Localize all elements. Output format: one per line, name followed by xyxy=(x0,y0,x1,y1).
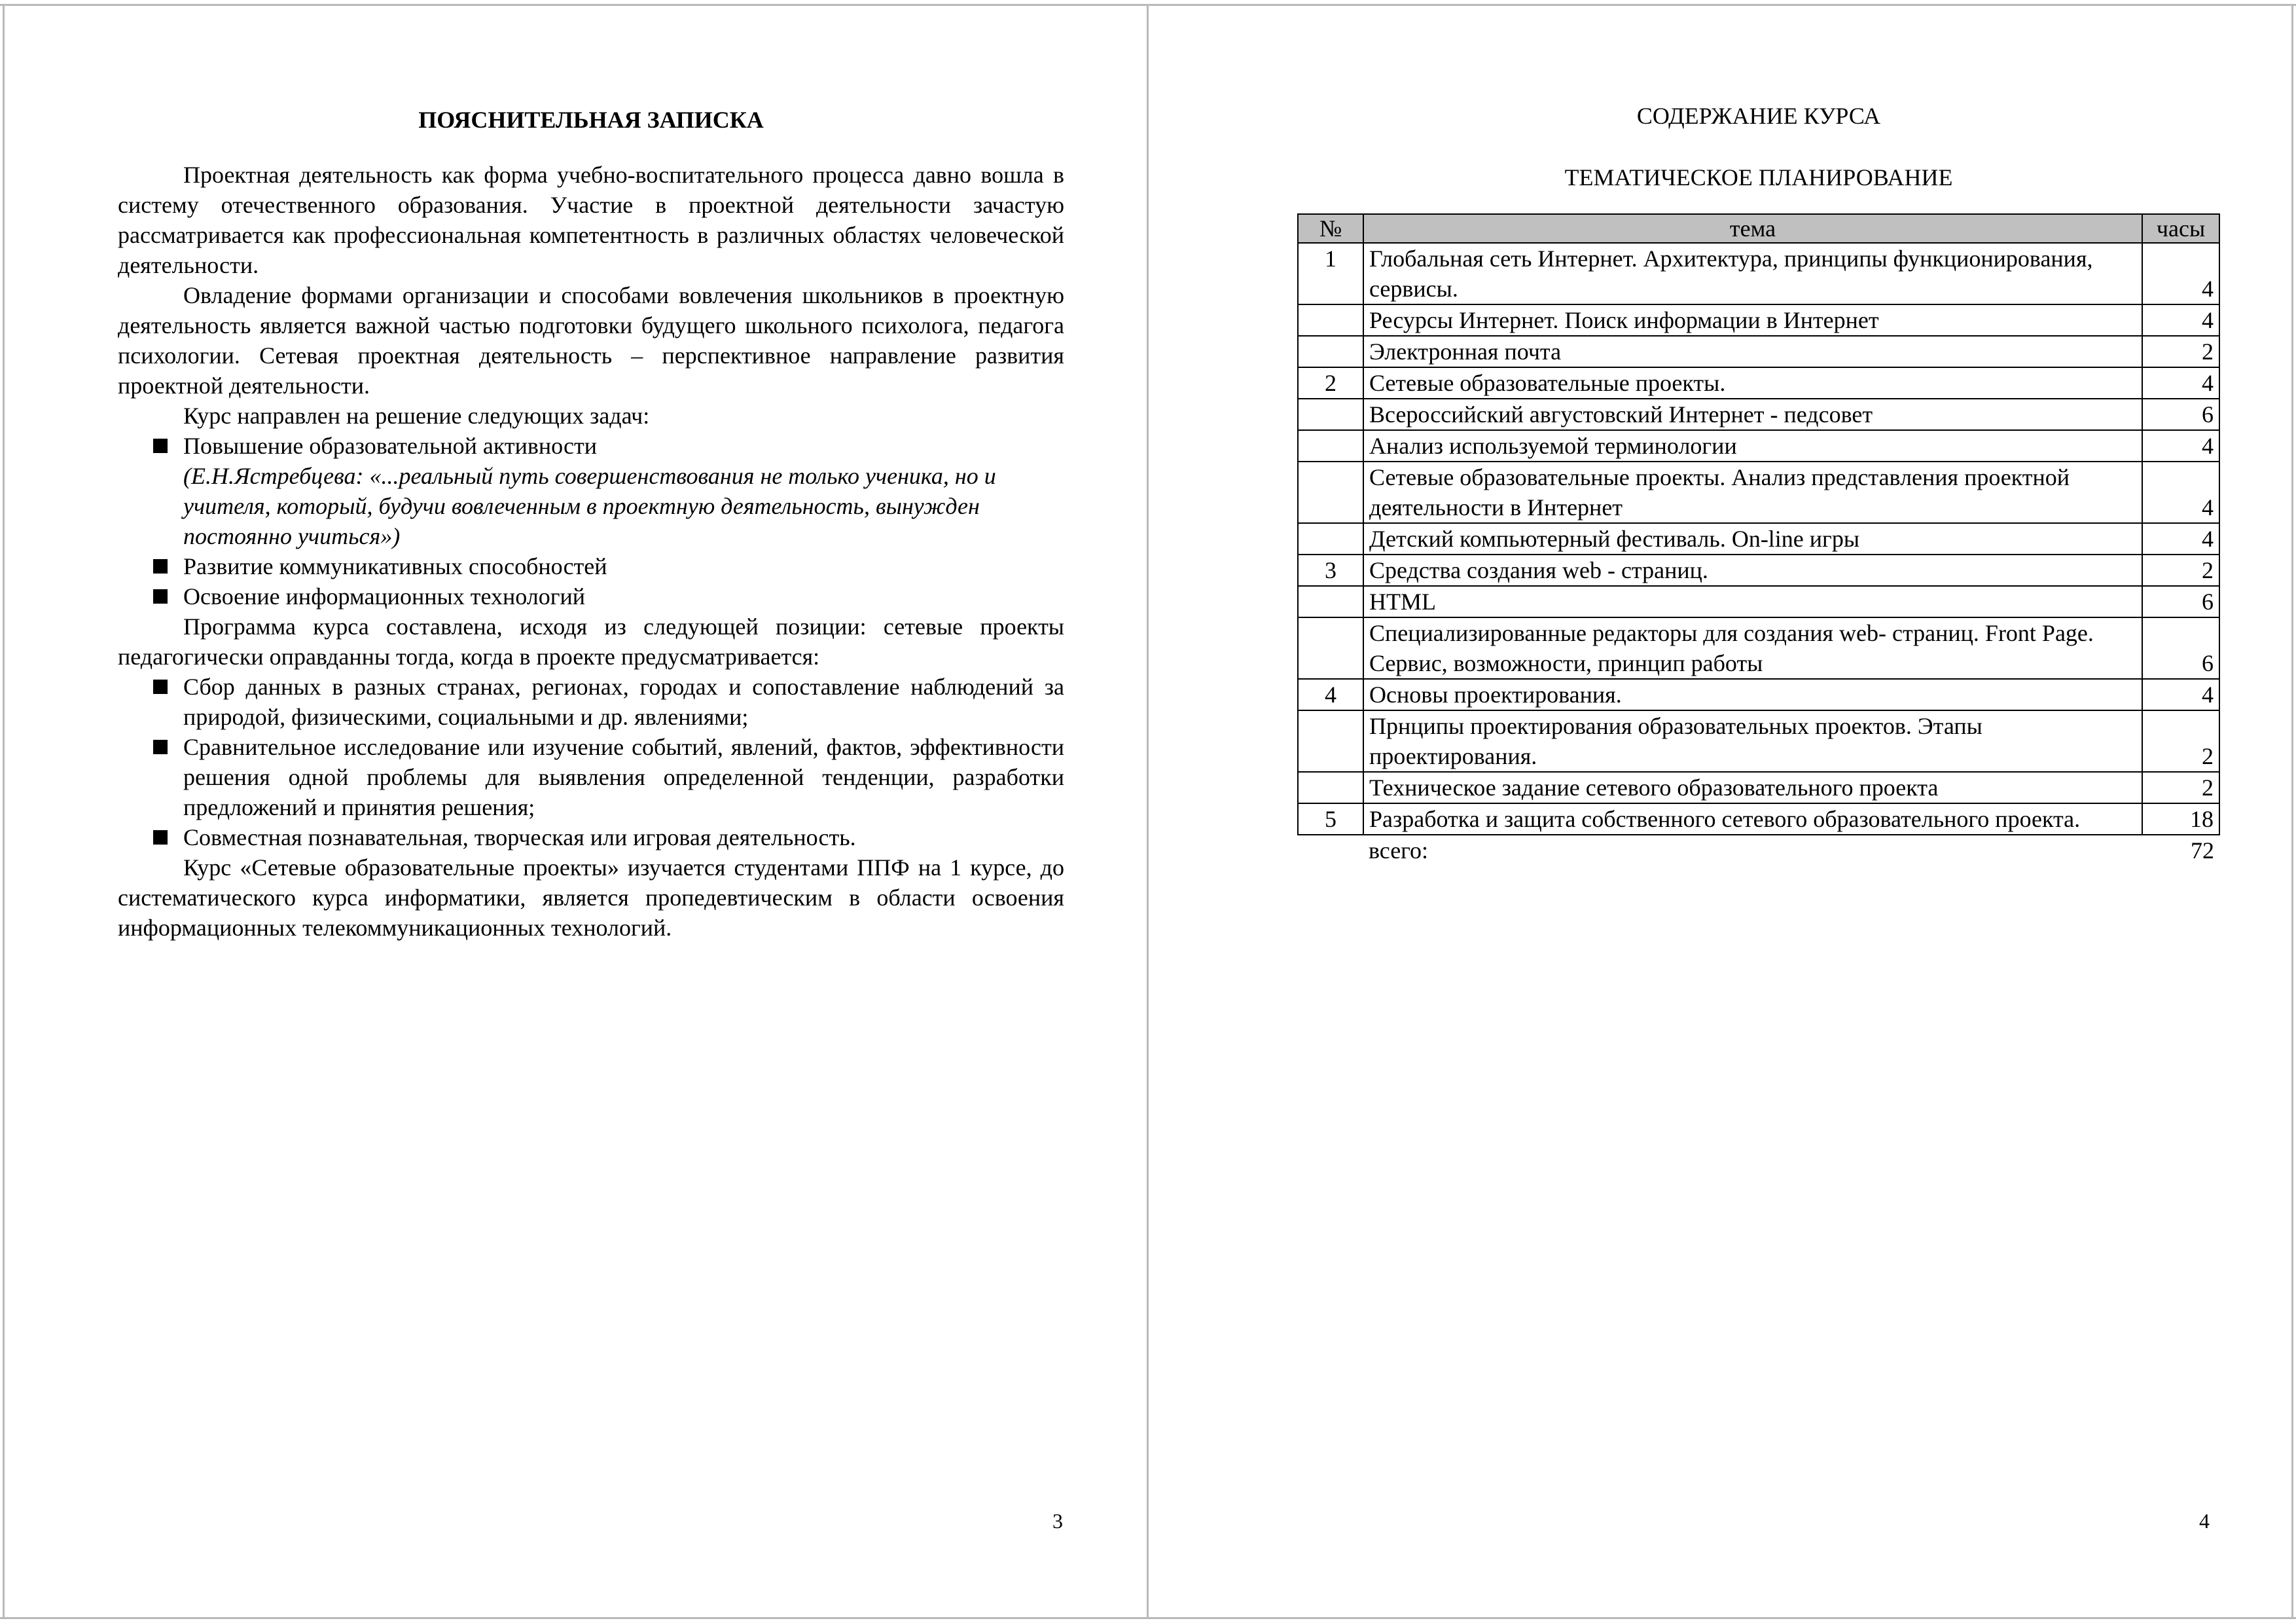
bullet-square-icon xyxy=(153,680,168,694)
row-hours: 4 xyxy=(2142,679,2219,710)
section-title: СОДЕРЖАНИЕ КУРСА xyxy=(1636,103,1881,129)
row-topic: Анализ используемой терминологии xyxy=(1363,430,2142,462)
row-num xyxy=(1298,617,1363,679)
thematic-plan-table xyxy=(1297,213,2220,866)
row-topic: Разработка и защита собственного сетевого образовательного проекта. xyxy=(1363,803,2142,835)
paragraph-course: Курс «Сетевые образовательные проекты» изучается студентами ППФ на 1 курсе, до систематического курса информатики, является пропедевтическим в области освоения информационных телекоммуникационных технологий. xyxy=(118,854,1064,941)
row-topic: Основы проектирования. xyxy=(1363,679,2142,710)
header-topic: тема xyxy=(1363,214,2142,243)
row-topic: Глобальная сеть Интернет. Архитектура, принципы функционирования, сервисы. xyxy=(1363,243,2142,304)
row-hours: 6 xyxy=(2142,586,2219,617)
row-num xyxy=(1298,710,1363,772)
row-hours: 2 xyxy=(2142,336,2219,367)
list-item: Сбор данных в разных странах, регионах, городах и сопоставление наблюдений за природой, физическими, социальными и др. явлениями; xyxy=(118,672,1064,732)
table-row xyxy=(1298,803,2219,835)
total-row xyxy=(1298,835,2219,866)
row-topic: Всероссийский августовский Интернет - педсовет xyxy=(1363,399,2142,430)
row-topic: Сетевые образовательные проекты. xyxy=(1363,367,2142,399)
row-topic: Электронная почта xyxy=(1363,336,2142,367)
row-num: 4 xyxy=(1298,679,1363,710)
table-row xyxy=(1298,555,2219,586)
paragraph-program: Программа курса составлена, исходя из следующей позиции: сетевые проекты педагогически оправданны тогда, когда в проекте предусматривается: xyxy=(118,613,1064,670)
total-label: всего: xyxy=(1369,837,1429,864)
row-hours: 4 xyxy=(2142,523,2219,555)
paragraph-training: Овладение формами организации и способами вовлечения школьников в проектную деятельность является важной частью подготовки будущего школьного психолога, педагога психологии. Сетевая проектная деятельность – перспективное направление развития проектной деятельности. xyxy=(118,282,1064,399)
row-hours: 4 xyxy=(2142,304,2219,336)
row-topic: Детский компьютерный фестиваль. On-line игры xyxy=(1363,523,2142,555)
total-hours: 72 xyxy=(2191,837,2214,864)
table-row xyxy=(1298,367,2219,399)
table-row xyxy=(1298,430,2219,462)
row-num xyxy=(1298,462,1363,523)
table-row xyxy=(1298,679,2219,710)
row-hours: 2 xyxy=(2142,555,2219,586)
page-number: 3 xyxy=(1052,1509,1063,1533)
table-row xyxy=(1298,617,2219,679)
row-topic: Специализированные редакторы для создания web- страниц. Front Page. Сервис, возможности, принцип работы xyxy=(1363,617,2142,679)
table-row xyxy=(1298,399,2219,430)
list-item: Повышение образовательной активности xyxy=(118,431,1064,461)
row-num: 1 xyxy=(1298,243,1363,304)
row-num xyxy=(1298,586,1363,617)
table-body xyxy=(1298,243,2219,835)
provision-list xyxy=(118,672,1064,852)
header-num: № xyxy=(1298,214,1363,243)
task-list xyxy=(118,551,1064,611)
row-hours: 4 xyxy=(2142,367,2219,399)
table-row xyxy=(1298,710,2219,772)
row-hours: 4 xyxy=(2142,430,2219,462)
quote: (Е.Н.Ястребцева: «...реальный путь совершенствования не только ученика, но и учителя, который, будучи вовлеченным в проектную деятельность, вынужден постоянно учиться») xyxy=(183,463,996,549)
row-num xyxy=(1298,399,1363,430)
bullet-square-icon xyxy=(153,559,168,574)
table-row xyxy=(1298,462,2219,523)
row-topic: Техническое задание сетевого образовательного проекта xyxy=(1363,772,2142,803)
bullet-square-icon xyxy=(153,830,168,845)
left-page xyxy=(118,98,1064,943)
table-row xyxy=(1298,243,2219,304)
row-num: 3 xyxy=(1298,555,1363,586)
right-page xyxy=(1297,98,2220,866)
frame-border xyxy=(2291,4,2293,1619)
row-num: 2 xyxy=(1298,367,1363,399)
task-list xyxy=(118,431,1064,461)
page-divider xyxy=(1147,4,1149,1619)
list-item: Совместная познавательная, творческая или игровая деятельность. xyxy=(118,822,1064,852)
bullet-square-icon xyxy=(153,740,168,754)
table-row xyxy=(1298,304,2219,336)
paragraph-intro: Проектная деятельность как форма учебно-воспитательного процесса давно вошла в систему отечественного образования. Участие в проектной деятельности зачастую рассматривается как профессиональная компетентность в различных областях человеческой деятельности. xyxy=(118,162,1064,278)
section-subtitle: ТЕМАТИЧЕСКОЕ ПЛАНИРОВАНИЕ xyxy=(1564,164,1953,191)
row-num xyxy=(1298,336,1363,367)
row-hours: 4 xyxy=(2142,462,2219,523)
header-hours: часы xyxy=(2142,214,2219,243)
bullet-square-icon xyxy=(153,439,168,453)
paragraph-tasks-lead: Курс направлен на решение следующих задач: xyxy=(183,403,650,429)
row-num xyxy=(1298,523,1363,555)
table-row xyxy=(1298,772,2219,803)
table-row xyxy=(1298,336,2219,367)
row-topic: Сетевые образовательные проекты. Анализ представления проектной деятельности в Интернет xyxy=(1363,462,2142,523)
row-hours: 4 xyxy=(2142,243,2219,304)
page-title: ПОЯСНИТЕЛЬНАЯ ЗАПИСКА xyxy=(418,107,764,133)
row-hours: 6 xyxy=(2142,617,2219,679)
frame-border xyxy=(3,4,5,1619)
row-topic: Прнципы проектирования образовательных проектов. Этапы проектирования. xyxy=(1363,710,2142,772)
row-num: 5 xyxy=(1298,803,1363,835)
table-row xyxy=(1298,523,2219,555)
row-topic: Средства создания web - страниц. xyxy=(1363,555,2142,586)
row-hours: 2 xyxy=(2142,710,2219,772)
row-hours: 2 xyxy=(2142,772,2219,803)
row-topic: HTML xyxy=(1363,586,2142,617)
row-num xyxy=(1298,304,1363,336)
bullet-square-icon xyxy=(153,589,168,604)
list-item: Сравнительное исследование или изучение событий, явлений, фактов, эффективности решения одной проблемы для выявления определенной тенденции, разработки предложений и принятия решения; xyxy=(118,732,1064,822)
table-row xyxy=(1298,586,2219,617)
row-num xyxy=(1298,772,1363,803)
row-num xyxy=(1298,430,1363,462)
row-hours: 18 xyxy=(2142,803,2219,835)
table-header-row xyxy=(1298,214,2219,243)
row-topic: Ресурсы Интернет. Поиск информации в Интернет xyxy=(1363,304,2142,336)
row-hours: 6 xyxy=(2142,399,2219,430)
list-item: Освоение информационных технологий xyxy=(118,581,1064,611)
page-number: 4 xyxy=(2199,1509,2210,1533)
list-item: Развитие коммуникативных способностей xyxy=(118,551,1064,581)
